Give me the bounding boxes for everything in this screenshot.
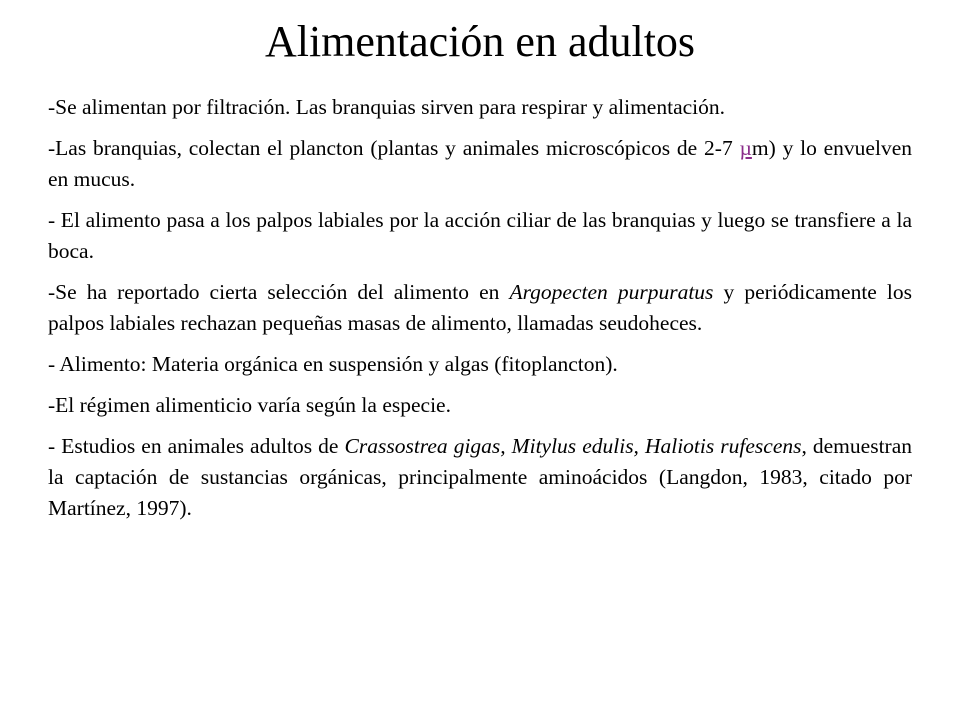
paragraph-food: - Alimento: Materia orgánica en suspensión y algas (fitoplancton). <box>48 352 618 376</box>
paragraph-selection-end: y periódicamente los palpos labiales rechazan pequeñas masas de alimento, llamadas seudoheces. <box>48 280 913 335</box>
paragraph-filtration: -Se alimentan por filtración. Las branquias sirven para respirar y alimentación. <box>48 95 725 119</box>
paragraph-selection <box>48 277 912 339</box>
paragraph-studies-start: - Estudios en animales adultos de <box>48 434 345 458</box>
paragraph-studies <box>48 431 912 524</box>
paragraph-studies-end: , demuestran la captación de sustancias orgánicas, principalmente aminoácidos (Langdon, 1983, citado por Martínez, 1997). <box>48 434 912 520</box>
micro-symbol-link[interactable]: µ <box>739 136 752 160</box>
paragraph-selection-start: -Se ha reportado cierta selección del alimento en <box>48 280 510 304</box>
paragraph-plankton-end: m) y lo envuelven en mucus. <box>48 136 912 191</box>
species-name-argopecten: Argopecten purpuratus <box>509 280 714 304</box>
paragraph-labial-palps: - El alimento pasa a los palpos labiales por la acción ciliar de las branquias y luego se transfiere a la boca. <box>48 208 912 263</box>
species-names-list: Crassostrea gigas, Mitylus edulis, Haliotis rufescens <box>344 434 802 458</box>
slide-title: Alimentación en adultos <box>264 17 696 66</box>
paragraph-plankton <box>48 133 912 195</box>
slide-body <box>48 92 912 534</box>
paragraph-regime: -El régimen alimenticio varía según la especie. <box>48 393 451 417</box>
paragraph-plankton-start: -Las branquias, colectan el plancton (plantas y animales microscópicos de 2-7 <box>48 136 740 160</box>
